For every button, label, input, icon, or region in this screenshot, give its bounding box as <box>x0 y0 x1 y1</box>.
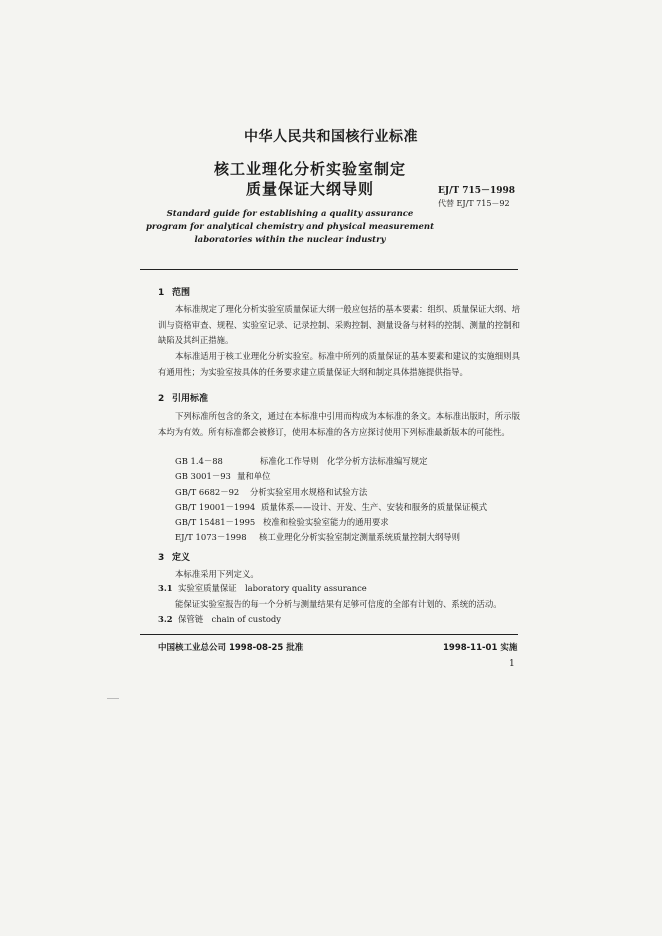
section-2-intro: 下列标准所包含的条文，通过在本标准中引用而构成为本标准的条文。本标准出版时，所示版本均为有效。所有标准都会被修订，使用本标准的各方应探讨使用下列标准最新版本的可能性。 <box>158 411 520 437</box>
reference-item <box>175 470 271 482</box>
definition-number: 3.2 <box>158 614 173 624</box>
definition-term: 实验室质量保证 laboratory quality assurance <box>178 583 367 593</box>
section-title: 引用标准 <box>172 394 209 404</box>
reference-title: 标准化工作导则 化学分析方法标准编写规定 <box>260 456 428 466</box>
title-en-line3: laboratories within the nuclear industry <box>194 235 386 245</box>
definition-3-1-text: 能保证实验室报告的每一个分析与测量结果有足够可信度的全部有计划的、系统的活动。 <box>175 599 502 609</box>
reference-code: GB/T 15481－1995 <box>175 517 256 527</box>
reference-title: 校准和检验实验室能力的通用要求 <box>263 517 389 527</box>
section-title: 定义 <box>172 553 191 563</box>
section-title: 范围 <box>172 288 191 298</box>
title-zh-line2: 质量保证大纲导则 <box>245 180 374 198</box>
definition-number: 3.1 <box>158 583 173 593</box>
title-zh-line1: 核工业理化分析实验室制定 <box>213 160 406 178</box>
reference-item <box>175 501 487 513</box>
reference-code: GB 1.4－88 <box>175 456 223 466</box>
reference-code: GB 3001－93 <box>175 471 231 481</box>
section-3-heading <box>158 550 190 563</box>
reference-title: 核工业理化分析实验室制定测量系统质量控制大纲导则 <box>259 532 460 542</box>
section-1-para-2: 本标准适用于核工业理化分析实验室。标准中所列的质量保证的基本要素和建议的实施细则具有通用性；为实验室按具体的任务要求建立质量保证大纲和制定具体措施提供指导。 <box>158 351 520 377</box>
reference-code: EJ/T 1073－1998 <box>175 532 247 542</box>
title-en-line1: Standard guide for establishing a quality assurance <box>166 209 414 219</box>
reference-code: GB/T 6682－92 <box>175 487 240 497</box>
section-number: 1 <box>158 288 165 298</box>
reference-item <box>175 455 428 467</box>
section-3-intro: 本标准采用下列定义。 <box>175 569 259 579</box>
standard-code: EJ/T 715－1998 <box>438 186 516 196</box>
replaces-code: 代替 EJ/T 715－92 <box>438 199 510 208</box>
section-1-para-1: 本标准规定了理化分析实验室质量保证大纲一般应包括的基本要素：组织、质量保证大纲、培训与资格审查、规程、实验室记录、记录控制、采购控制、测量设备与材料的控制、测量的控制和缺陷及其纠正措施。 <box>158 304 520 345</box>
approval-date: 中国核工业总公司 1998-08-25 批准 <box>158 643 304 653</box>
footer-divider <box>140 634 518 635</box>
reference-item <box>175 531 460 543</box>
section-number: 3 <box>158 553 165 563</box>
reference-item <box>175 486 367 498</box>
definition-term: 保管链 chain of custody <box>178 614 281 624</box>
reference-title: 量和单位 <box>237 471 271 481</box>
reference-code: GB/T 19001－1994 <box>175 502 256 512</box>
header-divider <box>140 269 518 270</box>
definition-3-1-term <box>158 582 367 594</box>
margin-mark <box>107 698 119 699</box>
definition-3-2-term <box>158 613 281 625</box>
standard-organization: 中华人民共和国核行业标准 <box>244 129 418 145</box>
page-number: 1 <box>509 659 515 669</box>
implementation-date: 1998-11-01 实施 <box>443 643 518 653</box>
section-number: 2 <box>158 394 165 404</box>
title-en-line2: program for analytical chemistry and physical measurement <box>145 222 434 232</box>
reference-title: 分析实验室用水规格和试验方法 <box>250 487 368 497</box>
reference-item <box>175 516 389 528</box>
reference-title: 质量体系——设计、开发、生产、安装和服务的质量保证模式 <box>261 502 488 512</box>
section-2-heading <box>158 391 208 404</box>
section-1-heading <box>158 285 190 298</box>
